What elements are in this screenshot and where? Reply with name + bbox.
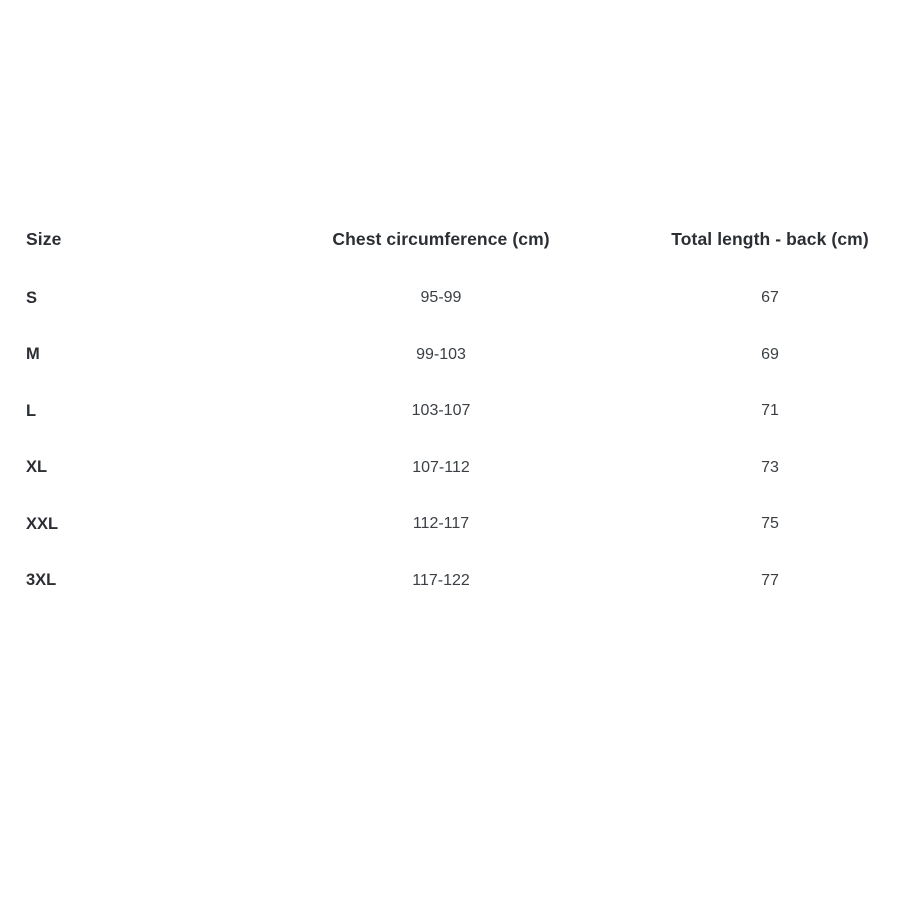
cell-chest: 95-99 — [420, 289, 462, 307]
cell-chest: 117-122 — [412, 571, 470, 589]
cell-chest: 112-117 — [412, 515, 470, 533]
cell-size: M — [26, 345, 40, 364]
table-row — [0, 553, 900, 610]
cell-chest: 99-103 — [416, 345, 466, 363]
column-header-total-length-back: Total length - back (cm) — [671, 228, 869, 249]
size-chart-table — [0, 208, 900, 609]
cell-size: XXL — [26, 514, 59, 533]
table-row — [0, 496, 900, 553]
table-header — [0, 208, 900, 270]
cell-length: 69 — [761, 345, 779, 363]
cell-size: L — [26, 401, 37, 420]
table-body — [0, 270, 900, 609]
table-row — [0, 383, 900, 440]
cell-length: 67 — [761, 289, 779, 307]
table-row — [0, 327, 900, 384]
table-row — [0, 440, 900, 497]
cell-length: 75 — [761, 515, 779, 533]
cell-length: 77 — [761, 571, 779, 589]
cell-chest: 103-107 — [411, 402, 471, 420]
cell-size: XL — [26, 458, 48, 477]
cell-chest: 107-112 — [412, 458, 470, 476]
table-header-row — [0, 208, 900, 270]
cell-length: 73 — [761, 458, 779, 476]
column-header-size: Size — [26, 228, 62, 249]
column-header-chest-circumference: Chest circumference (cm) — [332, 228, 550, 249]
table-row — [0, 270, 900, 327]
cell-size: S — [26, 288, 38, 307]
cell-size: 3XL — [26, 571, 57, 590]
cell-length: 71 — [761, 402, 779, 420]
